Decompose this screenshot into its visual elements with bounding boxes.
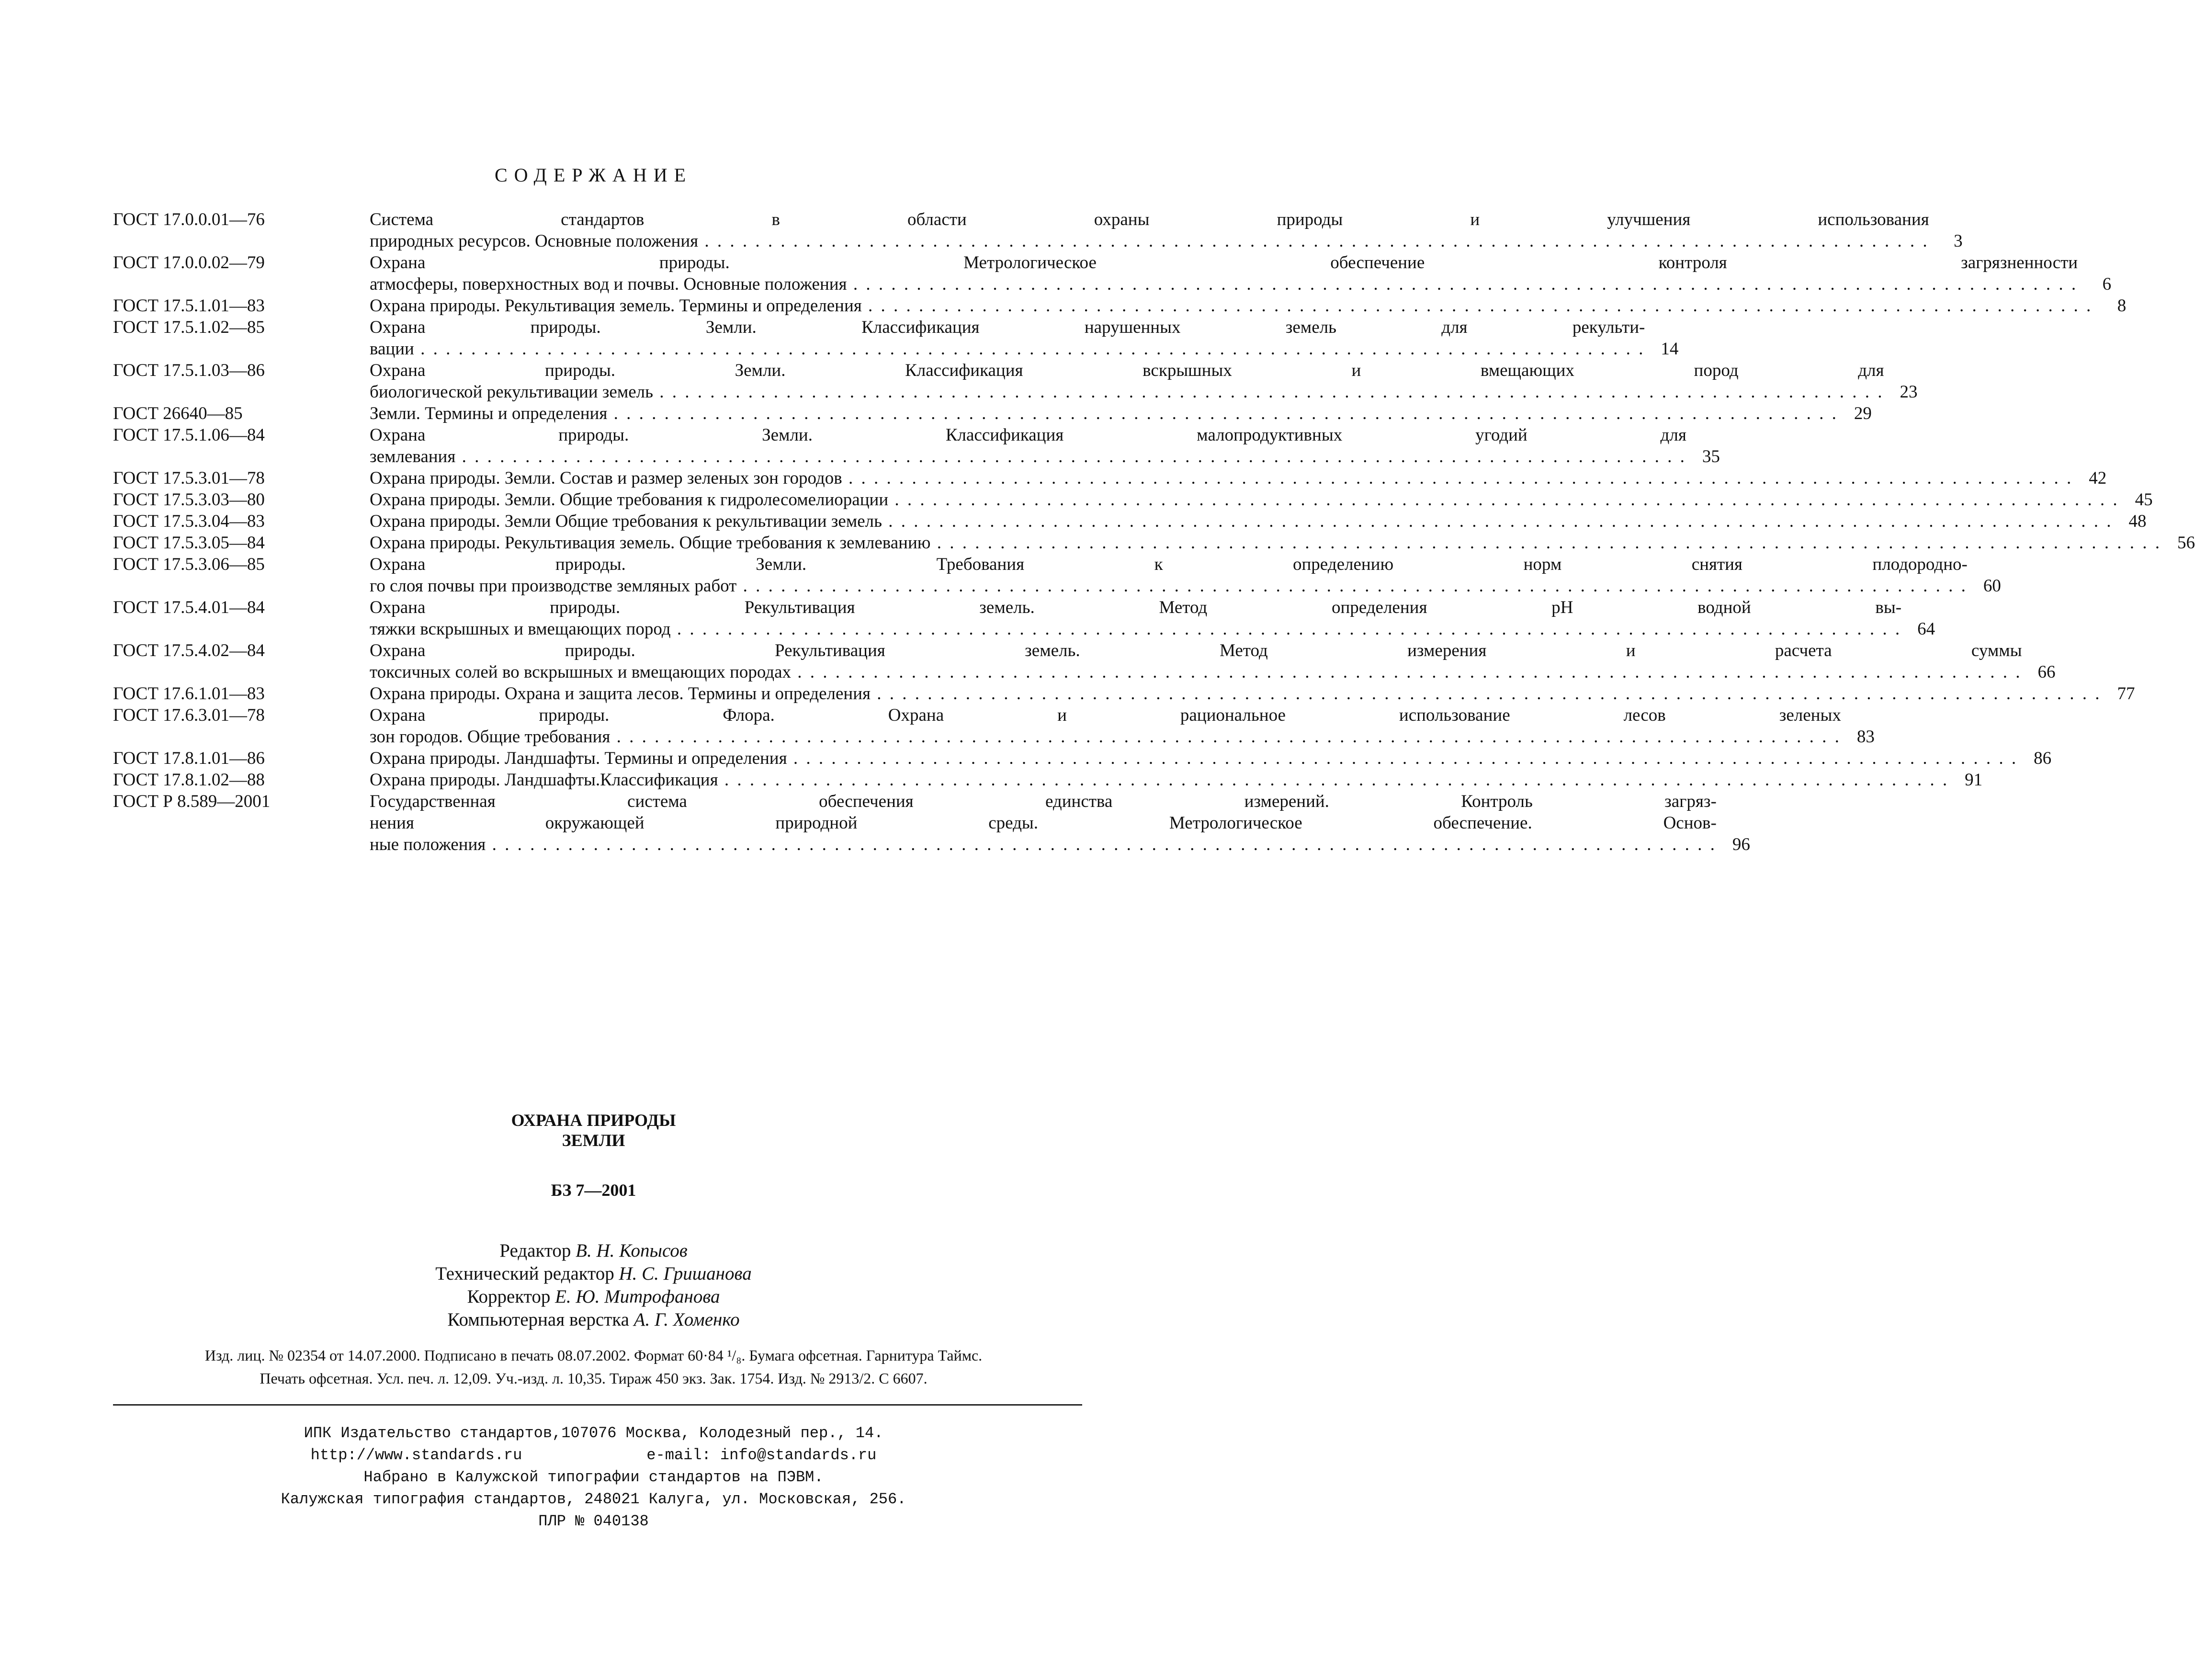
toc-entry-text: тяжки вскрышных и вмещающих пород . . .: [370, 618, 1901, 640]
toc-standard-code: ГОСТ 17.8.1.02—88: [113, 770, 265, 790]
credit-role: Технический редактор: [435, 1263, 614, 1284]
toc-entry-text: Охрана природы. Ландшафты. Термины и определения . . .: [370, 748, 2018, 769]
toc-entry-text: Охрана природы. Земли. Общие требования к гидролесомелиорации . . .: [370, 489, 2119, 511]
toc-entry-title: [370, 360, 1918, 403]
toc-standard-code: ГОСТ Р 8.589—2001: [113, 792, 271, 811]
toc-entry-text: Земли. Термины и определения . . .: [370, 403, 1838, 424]
toc-entry-title: [370, 403, 1872, 424]
toc-page-number: 77: [2117, 684, 2135, 704]
toc-entry-text: биологической рекультивации земель . . .: [370, 381, 1884, 403]
toc-standard-code: ГОСТ 17.5.3.01—78: [113, 468, 265, 488]
toc-page-number: 6: [2102, 274, 2112, 294]
toc-entry-text: Охрана природы. Земли. Классификация вскрышных и вмещающих пород для: [370, 361, 1884, 380]
toc-entry-title: [370, 597, 1935, 640]
toc-entry-title: [370, 295, 2126, 317]
credit-role: Компьютерная верстка: [447, 1309, 629, 1330]
toc-entry-title: [370, 317, 1678, 360]
toc-entry-title: [370, 683, 2135, 704]
publisher-contacts: [0, 1444, 1187, 1466]
toc-entry-text: природных ресурсов. Основные положения . . .: [370, 230, 1929, 252]
toc-entry-text: Государственная система обеспечения единства измерений. Контроль загряз-: [370, 792, 1717, 811]
toc-entry-text: Охрана природы. Охрана и защита лесов. Термины и определения . . .: [370, 683, 2102, 704]
toc-row: [113, 532, 2195, 554]
toc-row: [113, 403, 1872, 424]
credit-name: А. Г. Хоменко: [634, 1309, 740, 1330]
book-title-line1: ОХРАНА ПРИРОДЫ: [511, 1111, 676, 1130]
toc-standard-code: ГОСТ 17.5.3.03—80: [113, 490, 265, 510]
toc-standard-code: ГОСТ 17.5.1.03—86: [113, 361, 265, 380]
publisher-line3: Набрано в Калужской типографии стандартов на ПЭВМ.: [363, 1468, 824, 1486]
credit-name: Е. Ю. Митрофанова: [555, 1286, 720, 1307]
toc-entry-text: землевания . . .: [370, 446, 1686, 467]
publisher-line1: ИПК Издательство стандартов,107076 Москва, Колодезный пер., 14.: [304, 1424, 883, 1442]
credit-line: [0, 1285, 1187, 1308]
toc-entry-title: [370, 489, 2153, 511]
toc-row: [113, 424, 1720, 467]
imprint-block: [0, 1344, 1187, 1390]
toc-entry-text: вации . . .: [370, 338, 1645, 360]
toc-page-number: 48: [2128, 511, 2147, 531]
toc-entry-text: токсичных солей во вскрышных и вмещающих породах . . .: [370, 661, 2022, 683]
toc-row: [113, 640, 2056, 683]
toc-row: [113, 252, 2112, 295]
toc-row: [113, 295, 2127, 317]
toc-entry-text: Охрана природы. Земли. Состав и размер зеленых зон городов . . .: [370, 467, 2073, 489]
toc-entry-title: [370, 769, 1982, 791]
toc-entry-text: Охрана природы. Земли Общие требования к рекультивации земель . . .: [370, 511, 2113, 532]
toc-entry-text: Охрана природы. Земли. Классификация нарушенных земель для рекульти-: [370, 318, 1645, 337]
toc-row: [113, 683, 2135, 704]
toc-entry-text: Охрана природы. Рекультивация земель. Общие требования к землеванию . . .: [370, 532, 2161, 554]
toc-entry-title: [370, 748, 2051, 769]
credits-block: [0, 1239, 1187, 1331]
toc-row: [113, 317, 1679, 360]
book-title-line2: ЗЕМЛИ: [562, 1131, 625, 1150]
toc-page-number: 56: [2177, 533, 2195, 553]
credit-name: В. Н. Копысов: [576, 1240, 688, 1261]
publisher-website-link[interactable]: http://www.standards.ru: [310, 1446, 522, 1464]
toc-entry-text: Охрана природы. Рекультивация земель. Метод измерения и расчета суммы: [370, 641, 2022, 660]
toc-entry-text: Охрана природы. Метрологическое обеспечение контроля загрязненности: [370, 253, 2078, 272]
credit-line: [0, 1239, 1187, 1262]
toc-page-number: 96: [1732, 835, 1750, 854]
toc-page-number: 8: [2117, 296, 2127, 316]
toc-row: [113, 748, 2052, 769]
toc-standard-code: ГОСТ 17.5.4.02—84: [113, 641, 265, 660]
toc-title: СОДЕРЖАНИЕ: [494, 164, 693, 186]
toc-entry-text: Охрана природы. Рекультивация земель. Метод определения pH водной вы-: [370, 598, 1902, 617]
toc-row: [113, 467, 2107, 489]
toc-page-number: 83: [1856, 727, 1875, 747]
credit-role: Редактор: [499, 1240, 571, 1261]
publisher-email-link[interactable]: e-mail: info@standards.ru: [646, 1446, 877, 1464]
toc-standard-code: ГОСТ 17.6.1.01—83: [113, 684, 265, 704]
table-of-contents: [113, 209, 2195, 855]
toc-entry-title: [370, 791, 1750, 855]
toc-standard-code: ГОСТ 17.0.0.01—76: [113, 210, 265, 229]
toc-entry-title: [370, 467, 2106, 489]
toc-standard-code: ГОСТ 17.8.1.01—86: [113, 749, 265, 768]
toc-standard-code: ГОСТ 17.5.1.01—83: [113, 296, 265, 316]
credit-role: Корректор: [467, 1286, 551, 1307]
toc-entry-text: Охрана природы. Флора. Охрана и рациональное использование лесов зеленых: [370, 705, 1841, 725]
toc-standard-code: ГОСТ 17.5.1.02—85: [113, 318, 265, 337]
toc-entry-title: [370, 640, 2056, 683]
credit-line: [0, 1262, 1187, 1285]
toc-row: [113, 554, 2001, 597]
toc-standard-code: ГОСТ 17.5.3.06—85: [113, 555, 265, 574]
toc-entry-text: атмосферы, поверхностных вод и почвы. Основные положения . . .: [370, 273, 2078, 295]
toc-entry-text: Охрана природы. Земли. Требования к определению норм снятия плодородно-: [370, 555, 1968, 574]
toc-entry-text: Охрана природы. Ландшафты.Классификация . . .: [370, 769, 1949, 791]
toc-row: [113, 769, 1983, 791]
imprint-line1: Изд. лиц. № 02354 от 14.07.2000. Подписано в печать 08.07.2002. Формат 60·84 ¹/₈. Бумага офсетная. Гарнитура Таймс.: [204, 1347, 983, 1364]
toc-page-number: 29: [1854, 404, 1872, 423]
toc-standard-code: ГОСТ 17.6.3.01—78: [113, 705, 265, 725]
toc-entry-text: зон городов. Общие требования . . .: [370, 726, 1841, 748]
toc-standard-code: ГОСТ 17.5.4.01—84: [113, 598, 265, 617]
toc-entry-title: [370, 424, 1720, 467]
toc-standard-code: ГОСТ 17.5.3.04—83: [113, 511, 265, 531]
divider-rule: [113, 1404, 1082, 1406]
toc-row: [113, 511, 2147, 532]
toc-page-number: 45: [2135, 490, 2153, 510]
toc-entry-title: [370, 554, 2001, 597]
toc-row: [113, 489, 2153, 511]
credit-line: [0, 1308, 1187, 1331]
toc-page-number: 60: [1983, 576, 2001, 596]
toc-standard-code: ГОСТ 17.5.3.05—84: [113, 533, 265, 553]
publisher-block: [0, 1422, 1187, 1532]
toc-entry-title: [370, 704, 1875, 748]
toc-page-number: 23: [1900, 382, 1918, 402]
toc-entry-text: го слоя почвы при производстве земляных работ . . .: [370, 575, 1968, 597]
toc-page-number: 91: [1965, 770, 1983, 790]
toc-row: [113, 209, 1963, 252]
publisher-line5: ПЛР № 040138: [538, 1512, 649, 1530]
toc-page-number: 86: [2034, 749, 2052, 768]
toc-entry-text: Охрана природы. Земли. Классификация малопродуктивных угодий для: [370, 425, 1686, 445]
toc-entry-text: Охрана природы. Рекультивация земель. Термины и определения . . .: [370, 295, 2093, 317]
credit-name: Н. С. Гришанова: [619, 1263, 752, 1284]
toc-entry-text: ные положения . . .: [370, 834, 1717, 855]
toc-standard-code: ГОСТ 17.0.0.02—79: [113, 253, 265, 272]
imprint-line2: Печать офсетная. Усл. печ. л. 12,09. Уч.-изд. л. 10,35. Тираж 450 экз. Зак. 1754. Изд. № 2913/2. С 6607.: [260, 1370, 928, 1387]
toc-entry-text: Система стандартов в области охраны природы и улучшения использования: [370, 210, 1929, 229]
toc-page-number: 66: [2037, 662, 2056, 682]
publisher-line4: Калужская типография стандартов, 248021 Калуга, ул. Московская, 256.: [281, 1490, 906, 1508]
toc-entry-title: [370, 511, 2147, 532]
toc-entry-text: нения окружающей природной среды. Метрологическое обеспечение. Основ-: [370, 813, 1717, 833]
toc-entry-title: [370, 252, 2111, 295]
toc-page-number: 42: [2089, 468, 2107, 488]
toc-entry-title: [370, 532, 2195, 554]
toc-row: [113, 791, 1750, 855]
toc-row: [113, 360, 1918, 403]
toc-page-number: 35: [1702, 447, 1720, 466]
toc-standard-code: ГОСТ 26640—85: [113, 404, 243, 423]
toc-row: [113, 704, 1875, 748]
toc-row: [113, 597, 1935, 640]
toc-standard-code: ГОСТ 17.5.1.06—84: [113, 425, 265, 445]
toc-page-number: 3: [1954, 231, 1963, 251]
toc-page-number: 14: [1661, 339, 1679, 359]
toc-page-number: 64: [1917, 619, 1935, 639]
toc-entry-title: [370, 209, 1963, 252]
book-code: БЗ 7—2001: [551, 1181, 636, 1200]
